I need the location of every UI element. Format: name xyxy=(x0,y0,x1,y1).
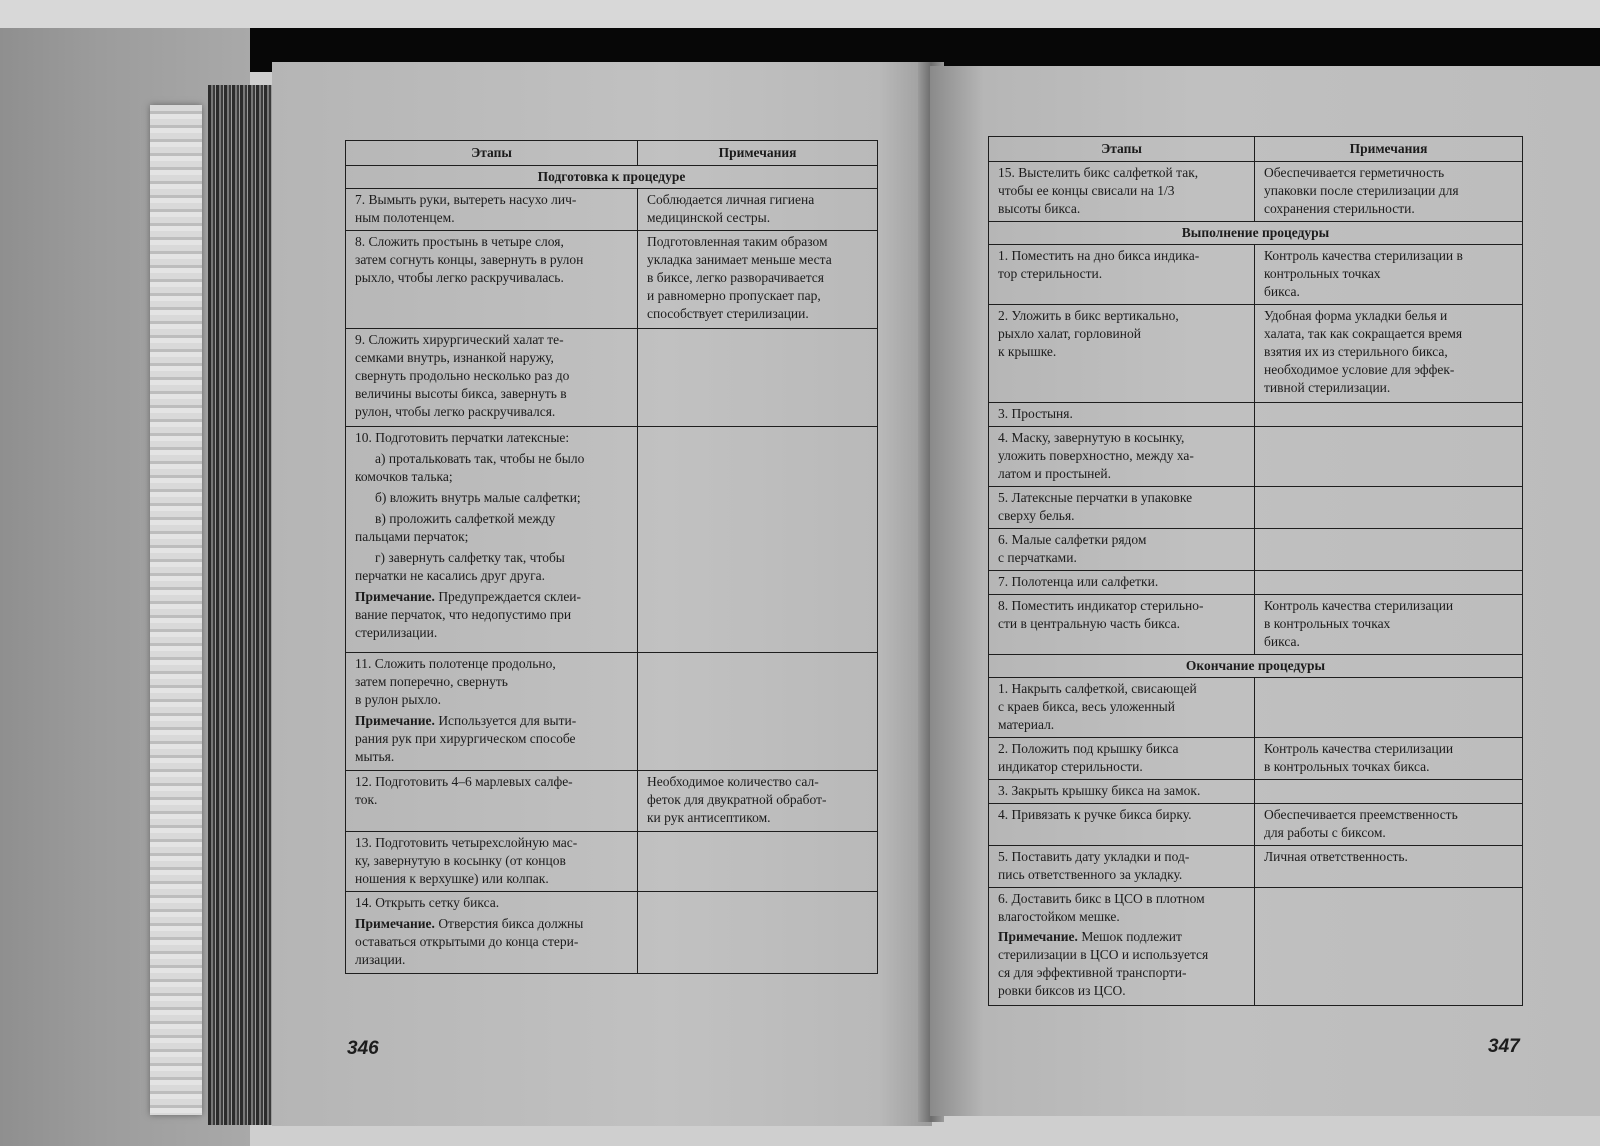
note-cell xyxy=(638,653,878,771)
section-title: Подготовка к процедуре xyxy=(346,166,878,189)
note-cell xyxy=(638,892,878,974)
step-cell: 5. Поставить дату укладки и под- пись ответственного за укладку. xyxy=(989,846,1255,888)
note-label: Примечание. xyxy=(355,916,435,931)
note-cell: Удобная форма укладки белья и халата, так как сокращается время взятия их из стерильного бикса, необходимое условие для эффек- тивной стерилизации. xyxy=(1255,305,1523,403)
right-procedure-table xyxy=(988,136,1523,1006)
step-cell: 7. Вымыть руки, вытереть насухо лич- ным полотенцем. xyxy=(346,189,638,231)
note-cell xyxy=(1255,427,1523,487)
step-cell: 8. Сложить простынь в четыре слоя, затем согнуть концы, завернуть в рулон рыхло, чтобы легко раскручивалась. xyxy=(346,231,638,329)
step-cell: 14. Открыть сетку бикса. Примечание. Отверстия бикса должны оставаться открытыми до конца стери- лизации. xyxy=(346,892,638,974)
note-cell: Необходимое количество сал- феток для двукратной обработ- ки рук антисептиком. xyxy=(638,771,878,832)
note-cell: Обеспечивается преемственность для работы с биксом. xyxy=(1255,804,1523,846)
note-cell: Обеспечивается герметичность упаковки после стерилизации для сохранения стерильности. xyxy=(1255,162,1523,222)
note-cell xyxy=(1255,571,1523,595)
step-cell: 6. Доставить бикс в ЦСО в плотном влагостойком мешке. Примечание. Мешок подлежит стерилизации в ЦСО и используется ся для эффективной транспорти- ровки биксов из ЦСО. xyxy=(989,888,1255,1006)
note-cell: Личная ответственность. xyxy=(1255,846,1523,888)
step-cell: 2. Положить под крышку бикса индикатор стерильности. xyxy=(989,738,1255,780)
table-row xyxy=(989,403,1523,427)
note-cell xyxy=(1255,888,1523,1006)
table-row xyxy=(989,571,1523,595)
step-cell: 12. Подготовить 4–6 марлевых салфе- ток. xyxy=(346,771,638,832)
note-cell xyxy=(1255,487,1523,529)
table-header xyxy=(346,141,878,166)
note-cell: Подготовленная таким образом укладка занимает меньше места в биксе, легко разворачивается и равномерно пропускает пар, способствует стерилизации. xyxy=(638,231,878,329)
step-cell: 4. Маску, завернутую в косынку, уложить поверхностно, между ха- латом и простыней. xyxy=(989,427,1255,487)
note-cell xyxy=(638,329,878,427)
note-cell xyxy=(1255,403,1523,427)
table-row xyxy=(989,780,1523,804)
step-cell: 1. Накрыть салфеткой, свисающей с краев бикса, весь уложенный материал. xyxy=(989,678,1255,738)
table-row xyxy=(989,162,1523,222)
table-row xyxy=(346,771,878,832)
page-number-right: 347 xyxy=(1488,1036,1520,1057)
step-cell: 3. Простыня. xyxy=(989,403,1255,427)
note-cell xyxy=(1255,529,1523,571)
table-row xyxy=(989,804,1523,846)
book-fore-edge xyxy=(150,105,202,1115)
table-row xyxy=(346,329,878,427)
step-cell: 13. Подготовить четырехслойную мас- ку, завернутую в косынку (от концов ношения к верхушке) или колпак. xyxy=(346,832,638,892)
table-row xyxy=(346,189,878,231)
section-title: Выполнение процедуры xyxy=(989,222,1523,245)
note-label: Примечание. xyxy=(355,713,435,728)
table-row xyxy=(989,846,1523,888)
table-row xyxy=(346,892,878,974)
step-cell: 1. Поместить на дно бикса индика- тор стерильности. xyxy=(989,245,1255,305)
section-title: Окончание процедуры xyxy=(989,655,1523,678)
table-row xyxy=(989,427,1523,487)
note-label: Примечание. xyxy=(355,589,435,604)
table-row xyxy=(346,653,878,771)
step-cell: 5. Латексные перчатки в упаковке сверху белья. xyxy=(989,487,1255,529)
table-row xyxy=(346,427,878,653)
table-header xyxy=(989,137,1523,162)
step-cell: 2. Уложить в бикс вертикально, рыхло халат, горловиной к крышке. xyxy=(989,305,1255,403)
note-cell: Соблюдается личная гигиена медицинской сестры. xyxy=(638,189,878,231)
step-cell: 11. Сложить полотенце продольно, затем поперечно, свернуть в рулон рыхло. Примечание. Используется для выти- рания рук при хирургическом способе мытья. xyxy=(346,653,638,771)
note-cell xyxy=(638,427,878,653)
page-stack xyxy=(208,85,274,1125)
note-cell xyxy=(1255,780,1523,804)
note-cell xyxy=(638,832,878,892)
table-row xyxy=(989,888,1523,1006)
table-row xyxy=(989,245,1523,305)
step-cell: 10. Подготовить перчатки латексные: а) протальковать так, чтобы не было комочков талька; б) вложить внутрь малые салфетки; в) проложить салфеткой между пальцами перчаток; г) завернуть салфетку так, чтобы перчатки не касались друг друга. Примечание. Предупреждается склеи- вание перчаток, что недопустимо при стерилизации. xyxy=(346,427,638,653)
note-cell: Контроль качества стерилизации в контрольных точках бикса. xyxy=(1255,738,1523,780)
table-row xyxy=(989,529,1523,571)
note-cell: Контроль качества стерилизации в контрольных точках бикса. xyxy=(1255,595,1523,655)
table-row xyxy=(346,832,878,892)
table-row xyxy=(989,595,1523,655)
header-notes: Примечания xyxy=(1255,137,1523,162)
header-stages: Этапы xyxy=(346,141,638,166)
table-row xyxy=(346,231,878,329)
table-row xyxy=(989,305,1523,403)
step-cell: 9. Сложить хирургический халат те- семками внутрь, изнанкой наружу, свернуть продольно несколько раз до величины высоты бикса, завернуть в рулон, чтобы легко раскручивался. xyxy=(346,329,638,427)
step-cell: 7. Полотенца или салфетки. xyxy=(989,571,1255,595)
header-notes: Примечания xyxy=(638,141,878,166)
step-cell: 15. Выстелить бикс салфеткой так, чтобы ее концы свисали на 1/3 высоты бикса. xyxy=(989,162,1255,222)
page-number-left: 346 xyxy=(347,1038,379,1059)
note-cell xyxy=(1255,678,1523,738)
note-label: Примечание. xyxy=(998,929,1078,944)
left-procedure-table xyxy=(345,140,878,974)
table-row xyxy=(989,678,1523,738)
top-light-strip xyxy=(0,0,1600,28)
step-cell: 6. Малые салфетки рядом с перчатками. xyxy=(989,529,1255,571)
step-cell: 3. Закрыть крышку бикса на замок. xyxy=(989,780,1255,804)
table-row xyxy=(989,487,1523,529)
note-cell: Контроль качества стерилизации в контрольных точках бикса. xyxy=(1255,245,1523,305)
step-cell: 4. Привязать к ручке бикса бирку. xyxy=(989,804,1255,846)
table-row xyxy=(989,738,1523,780)
header-stages: Этапы xyxy=(989,137,1255,162)
step-cell: 8. Поместить индикатор стерильно- сти в центральную часть бикса. xyxy=(989,595,1255,655)
